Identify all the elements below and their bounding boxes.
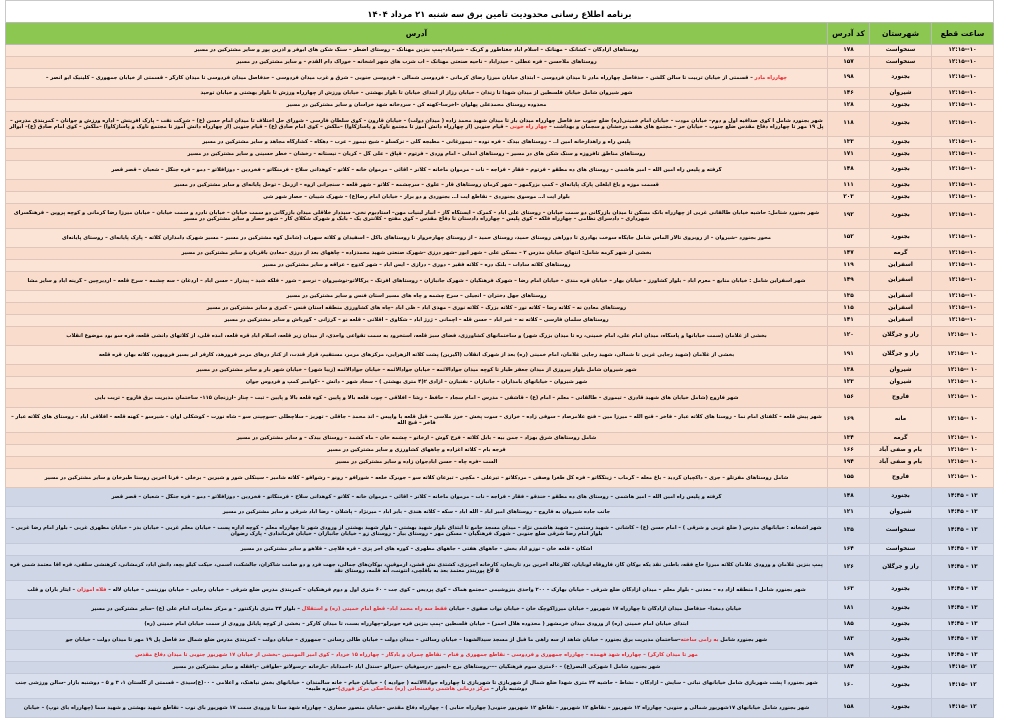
- cell-address: شهر بجنورد شتامل: حاشیه خیابان طالقانی غربی از چهارراه بانک مسکن تا میدان بازرگانی دو سمت خیابان – روستای علی آباد – کمرک – ایستگاه گاز – انبار لبنیات مهن– استادبوم نخی– سیددار خلاقلی میدان بازرگانی دو سمت خیابان – خیابان نادرد و سمت خیابان – خیابان میرزا رضا کرمانی و کوچه پروین – فرهنگسرای شهرداری – دادسرای نظامی – چهارراه فلکه – کوی پلیس – چهارراه دادستان تا دفاع مقدس – کوی مفتح – کلانتری یک – بابک و شهرک شکلای کار – شهر حصار و سایر مشترکین در مسیر: [5, 204, 827, 229]
- cell-address-code: ۱۶۴: [828, 544, 870, 556]
- cell-address-code: ۱۶۳: [828, 581, 870, 600]
- cell-outage-time: ۱۳ – ۱۴:۴۵: [932, 507, 994, 519]
- cell-address-code: ۱۶۹: [828, 408, 870, 433]
- cell-outage-time: ۱۰--۱۲:۱۵: [932, 69, 994, 88]
- cell-address: جانب جاده شیروان به فاروج – روستاهای امیر آباد – الله آباد – سکه – کلاته هندی – بابر آباد – میرنژاد – پاشلان – رضا آباد شرقی و سایر مشترکین در مسیر: [5, 507, 827, 519]
- table-row[interactable]: [5, 248, 993, 260]
- cell-address: شهر شیروان شامل خیابان فلسطین از میدان شهدا تا زندان – خیابان رزاز از ابتدای خیابان تا بلوار بهشتی – خیابان ورزش از چهارراه ورزش تا بلوار بهشتی و خیابان توحید: [5, 88, 827, 100]
- address-text-part: شهر بجنورد شامل: [718, 636, 768, 643]
- cell-county: راز و جرگلان: [870, 346, 932, 365]
- table-row[interactable]: [5, 229, 993, 248]
- cell-county: اسفراین: [870, 291, 932, 303]
- cell-county: اسفراین: [870, 303, 932, 315]
- cell-address-code: ۱۸۳: [828, 631, 870, 650]
- cell-county: بجنورد: [870, 180, 932, 192]
- table-row[interactable]: [5, 619, 993, 631]
- cell-county: بجنورد: [870, 192, 932, 204]
- cell-address: [5, 69, 827, 88]
- address-text-part: – ایثار باران و قلب: [27, 586, 77, 593]
- cell-address-code: ۱۲۸: [828, 100, 870, 112]
- cell-address-code: ۱۲۶: [828, 556, 870, 581]
- address-text-part: –ساختمان مدیریت برق بجنورد – خیابان شاهد از سه راهی ما فبل از مسجد سیدالشهدا – خیابان رسالتی – میدان دولت – خیابان طالی رسانی – جمهوری – خیابان دولت – کمربندی مدرس ضلع شمال حد فاصل پل ۱۹ مهر تا میدان دولت – خیابان جو: [65, 636, 681, 643]
- cell-county: بجنورد: [870, 488, 932, 507]
- cell-outage-time: ۱۲ –۱۴:۱۵: [932, 674, 994, 699]
- table-row[interactable]: [5, 433, 993, 445]
- cell-address: روستاهای جهل دختران – انجیلی – سرخ چشمه و چاه های مسیر استان فنس و سایر مشترکین در مسیر: [5, 291, 827, 303]
- cell-address: قسمت موزه و باغ ابلغلی پارک پایانه‌ای – کمپ بزرگمهر – شهر کرمان روستاهای قار – علوی – سرچشمه – کلاتو – شهر قلعه – سنجرانی ازوه – ازرمل – توحل پایانه‌ای و سایر مشترکین در مسیر: [5, 180, 827, 192]
- cell-address: روستاهای ملاحسن – فره عطلی – حیدرآباد – ناحیه صنعتی مهنانک – آب شرب های شهر آشخانه – خوراک دام القدم – و سایر مشترکین در مسیر: [5, 57, 827, 69]
- outage-schedule-table: [5, 0, 994, 718]
- cell-address-code: ۱۵۵: [828, 469, 870, 488]
- cell-address: [5, 581, 827, 600]
- cell-address-code: ۱۳۴: [828, 433, 870, 445]
- cell-address-code: ۱۵۷: [828, 57, 870, 69]
- cell-address: فرجه بام – کلاته آغزاده و چاههای کشاورزی و سایر مشترکین در مسیر: [5, 445, 827, 457]
- cell-outage-time: ۱۰ --۱۲:۱۵: [932, 445, 994, 457]
- cell-county: بجنورد: [870, 69, 932, 88]
- cell-address-code: ۲۰۳: [828, 192, 870, 204]
- cell-address: شهر بجنورد شامل ا شهرکی البصر(ع) – ۶۰متری سوم فرهنگیان –––روستاهای برج –ابجور –درسوفیان –حیزالو –سندل آباد –احمدآباد –بازخانه –رسولانو –طوافی –پافقله و سایر مشترکین در مسیر: [5, 662, 827, 674]
- table-row[interactable]: [5, 650, 993, 662]
- cell-address: شهر اسفراین شامل : خیابان منابع – معرم آباد – بلوار کشاورز – خیابان بهار – خیابان قره مندی – خیابان امام رضا – شهرک فرهنگیان – شهرک جانبازان – روستاهای افرنگ – یرگالاتو-نوشیروان – نرسو – شور – فلکه شید – پیدراز – حسن آباد – اردغان – سه چشمه – سرخ قلعه – اردیرچین – گرینه آباد و سایر مشا: [5, 272, 827, 291]
- document-title: برنامه اطلاع رسانی محدودیت تامین برق سه شنبه ۲۱ مرداد ۱۴۰۴: [367, 9, 632, 19]
- address-highlight-text: چهار راه خونی: [509, 124, 548, 130]
- column-header-city[interactable]: شهرستان: [870, 23, 932, 45]
- cell-address: [5, 650, 827, 662]
- table-row[interactable]: [5, 346, 993, 365]
- cell-outage-time: ۱۰--۱۲:۱۵: [932, 45, 994, 57]
- address-highlight-text: فقط سه راه محمد آباد– قطع امام خمینی (ره) و استقلال: [301, 605, 448, 612]
- cell-address-code: ۱۲۰: [828, 327, 870, 346]
- table-row[interactable]: [5, 507, 993, 519]
- cell-county: بجنورد: [870, 100, 932, 112]
- table-row[interactable]: [5, 137, 993, 149]
- table-row[interactable]: [5, 303, 993, 315]
- cell-address: روستاهای سلمان فارسی – کلاته نه – غیر آباد – حسن قله – آچمانی – ژرژ آباد – شکاوی – آقلاتی – قلعه نو – گرزانی – گورباش و سایر مشترکین در مسیر: [5, 315, 827, 327]
- cell-address: بخشی از شهر گرمه شامل: انتهای خیابان مدرس ۲ – مسکن علی – شهر ابور –شهر درزی –شهرک صنعتی شهید محمدزاده – چاههای بعد از درزی –معادن باقربان و سایر مشترکین در مسیر: [5, 248, 827, 260]
- cell-address: بخشی از غلامان (شهید رجایی غربی تا شمالی، شهید رجایی غلامان، امام خمینی (ره) بعد از شهرک انقلاب (اگیرین) پشت کلاته الزهرایی، مرکزهای مرمر، مستقیم، قرار قندت، از کنار درهای مرمر فرورهد، کارفر ابر بسیر فروبهرد، کلاته بهار، قره قلعه: [5, 346, 827, 365]
- cell-address-code: ۱۳۵: [828, 519, 870, 544]
- cell-outage-time: ۱۰ --۱۲:۱۵: [932, 433, 994, 445]
- column-header-address[interactable]: آدرس: [5, 23, 827, 45]
- cell-address-code: ۱۸۹: [828, 650, 870, 662]
- cell-address-code: ۱۹۱: [828, 346, 870, 365]
- cell-address: [5, 600, 827, 619]
- table-row[interactable]: [5, 57, 993, 69]
- cell-outage-time: ۱۰ --۱۲:۱۵: [932, 377, 994, 389]
- cell-county: سنخواست: [870, 544, 932, 556]
- cell-outage-time: ۱۰--۱۲:۱۵: [932, 272, 994, 291]
- cell-address-code: ۱۴۷: [828, 248, 870, 260]
- table-row[interactable]: [5, 469, 993, 488]
- table-row[interactable]: [5, 457, 993, 469]
- cell-address: محدوده روستای محمدعلی پهلوان –اخرسا–کهنه کن – سردخانه شهد خراسان و سایر مشترکین در مسیر: [5, 100, 827, 112]
- cell-outage-time: ۱۳ – ۱۴:۴۵: [932, 581, 994, 600]
- cell-outage-time: ۱۰ --۱۲:۱۵: [932, 469, 994, 488]
- cell-outage-time: ۱۰ --۱۲:۱۵: [932, 457, 994, 469]
- table-row[interactable]: [5, 315, 993, 327]
- cell-address-code: ۱۵۲: [828, 229, 870, 248]
- cell-county: بجنورد: [870, 662, 932, 674]
- cell-county: بجنورد: [870, 581, 932, 600]
- table-row[interactable]: [5, 600, 993, 619]
- cell-address: بخشی از غلامان (سمت خیابانها و پاسگاه، میدان امام علی، امام خمینی، ره تا میدان بزرگ شهر) و ساختمانهای کشاورزی، فضای سبز قلعه، استخرود به سمت تقواعی واحدی، از میدان زیر قلعه، اسلام آباد قره قلعه، آمده قلی، از کلاتهای دانشی قلعه، قره سو بود موضوع انقلاب: [5, 327, 827, 346]
- cell-outage-time: ۱۲ –۱۴:۱۵: [932, 662, 994, 674]
- address-highlight-text: فلاه آموزان: [76, 586, 107, 593]
- cell-county: بجنورد: [870, 229, 932, 248]
- cell-outage-time: ۱۰--۱۲:۱۵: [932, 248, 994, 260]
- address-text-part: – قسمتی از خیابان تربیت تا سالن گلشن – حدفاصل چهارراه مادر تا میدان فردوسی – ابتدای خیابان میرزا رضای کرمانی – فردوسی شمالی – فردوسی جنوبی – شرق و غرب میدان فردوسی – حدفاصل میدان فردوسی تا میدان کارگر – قسمتی از خیابان جمهوری – کلینیک ابو انصر –: [45, 74, 755, 81]
- table-row[interactable]: [5, 519, 993, 544]
- cell-county: سنخواست: [870, 57, 932, 69]
- table-row[interactable]: [5, 408, 993, 433]
- cell-county: اسفراین: [870, 260, 932, 272]
- cell-address-code: ۱۹۸: [828, 69, 870, 88]
- cell-address-code: ۱۳۵: [828, 291, 870, 303]
- address-text-part: شهر بجنورد شامل ا منطقه آزاد ده – معدنی – بلوار معلم – میدان آزادگان ضلع شرقی – خیابان بهارک – ۲۰۰ واحدی بنزوشیمی –مجتمع هماک – کوی پردیس – کوی جت – ۶۰ متری اول و دوم فرهنگیان – کمربندی مدرس ضلع شرقی – خیابان رجایی – خیابان بوزینمی – خیابان لاله –: [106, 586, 806, 593]
- cell-county: بجنورد: [870, 619, 932, 631]
- cell-outage-time: ۱۰--۱۲:۱۵: [932, 192, 994, 204]
- cell-address: شهر شیروان شامل بلوار پیروزی از میدان جعفر طیار تا کوچه میدان جوادالائمه – خیابان جوادالائمه – خیابان جوادالائمه (زیبا شهر) – خیابان شهر بار و سایر مشترکین در مسیر: [5, 365, 827, 377]
- address-text-part: شهر بجنورد ا پشت شهربازی شامل خیابانهای نباتی – سایش – آزادگان – نشاط – حاشیه ۲۴ متری شهدا ضلع شمال از شهربازی تا شهربازی تا چهارراه جواداالائمه ( جوادیه ) – خیابان خیام – خانه سالمندان – خیابانهای بخش نیاهنک، و اعلامی – ۰۰(ع)سیدی – قسمتی از گلستان ۱، ۳ و ۵ – دوشنبه بازار –سالن ورزشی جنب دوشنبه بازار –: [15, 679, 818, 692]
- cell-address-code: ۱۱۸: [828, 112, 870, 137]
- cell-address: شهر آشخانه : خیابانهای مدرس ( ضلع غربی و شرقی ) – امام حسن (ع) – کاشانی – شهید رستمی – شهید هاشمی نژاد – میدان مسجد جامع تا ابتدای بلوار شهید بهشتی – بلوار شهید بهشتی از ورودی شهر تا چهارراه معلم – کوچه اداره پست – خیابان معلم غربی – خیابان بدر – خیابان مطهری غربی – بلوار امام رضا غربی – بلوار امام رضا شرقی ضلع جنوبی – شهرک فرهنگیان – مسکن مهر – روستای بیار – روستای زو – خیابان جانبازان – خیابان فرماندادی – پارک رضوان: [5, 519, 827, 544]
- cell-outage-time: ۱۳ – ۱۴:۴۵: [932, 600, 994, 619]
- table-row[interactable]: [5, 192, 993, 204]
- table-row[interactable]: [5, 112, 993, 137]
- cell-address-code: ۱۸۱: [828, 600, 870, 619]
- cell-county: راز و جرگلان: [870, 327, 932, 346]
- table-row[interactable]: [5, 272, 993, 291]
- cell-county: شیروان: [870, 88, 932, 100]
- cell-address: شامل روستاهای مفرتلو – جری – داکچیان گردید – باغ معله – گرماب – زینگگاتو – فره کل طغرا وصفی – مردکلاتو – تیرعلی – مکچی – تبرعان کلاته سو – جوبرگ خلعه – شورافو – رونو – رشوافو – کلاته شامیر – سینکلی شور و شیرین – برخلی – فرنا آخرین روستا طبرخان و سایر مشترکین در مسیر: [5, 469, 827, 488]
- cell-address: شهر پیش قلعه – کلفتای امام نما – روستا های کلاته عبار – فاخر – قنج الله – میرزا مین – فنج علامرصاد – سوفی زاده – خرازی – سوت پخش – خرز ملاسی – قیل قلعه با واپیس – آند محمد – جاقلی – تهریز – سلاچطلی –سوچینی سو – شاه نورت – کوشکلی اوان – شیرسو – کهنه قلعه – افلاقی آباد – روستای های کلاته عبار – فاخر – قبچ الله: [5, 408, 827, 433]
- table-row[interactable]: [5, 488, 993, 507]
- cell-address: روستاهای کلاته سادات – بلنک دره – کلاته فقیر – دوری – درازی – ایس آباد – شهر کدوج – عراقه و سایر مشترکین در مسیر: [5, 260, 827, 272]
- cell-address: گرفته و پلیس راه امین الله – امیر هاشمی – روستای های ده مطقو – خندقو – فقار – فراجه – نات – مرموان ماخانه – کلانر – آقائی – مرموان خانه – کلاتو – کوهدانی سلاخ – فرمنگاتو – فخردین – دوزافلاتو – دمو – فره جنگل – شعبان – قصر قصر: [5, 488, 827, 507]
- cell-county: سنخواست: [870, 45, 932, 57]
- cell-address-code: ۱۵۸: [828, 699, 870, 718]
- cell-address-code: ۱۲۱: [828, 507, 870, 519]
- cell-address: محور بجنورد –شیروان – از روبروی تالار الماس شامل جایگاه سوخت بهادری تا دوراهی روستای حمید، روستای حمید – از روستای چهارخروار تا روستاهای باکل – اسفیدان و کلاته سهراب (شامل کوه مشترکین در مسیر – مسیر شهرک دامداران کلاته – پارک پایانه‌ای – روستای پایانه‌ای: [5, 229, 827, 248]
- cell-outage-time: ۱۰--۱۲:۱۵: [932, 88, 994, 100]
- cell-county: بجنورد: [870, 204, 932, 229]
- cell-address: [5, 619, 827, 631]
- cell-outage-time: ۱۳ – ۱۴:۴۵: [932, 488, 994, 507]
- cell-county: بجنورد: [870, 699, 932, 718]
- cell-county: راز و جرگلان: [870, 556, 932, 581]
- cell-outage-time: ۱۰ --۱۲:۱۵: [932, 346, 994, 365]
- table-row[interactable]: [5, 88, 993, 100]
- table-row[interactable]: [5, 180, 993, 192]
- address-highlight-text: مهر تا میدان کارگر) – چهارراه شهد فهمده – چهارراه جمهوری و فردوسی – نقاطع جمهوری و فنام – نقاطع چمران و بادگار – چهارراه ۱۵ خرداد – کوی امیر المومنین –بخشی از خیابان ۱۷ شهریور جنوبی تا میدان دفاع مقدس: [135, 652, 698, 659]
- address-text-part: خیابان دمغدا– حدفاصل میدان آزادگان تا چهارراه ۱۷ شهریور – خیابان میرزاکوچک خان – خیابان نواب صفوی – خیابان: [447, 605, 742, 612]
- cell-address-code: ۱۴۹: [828, 272, 870, 291]
- cell-address: الست –فره چاه – حسن آبادجوان زاده و سایر مشترکین در مسیر: [5, 457, 827, 469]
- cell-county: بجنورد: [870, 137, 932, 149]
- table-row[interactable]: [5, 445, 993, 457]
- cell-outage-time: ۱۰--۱۲:۱۵: [932, 161, 994, 180]
- cell-address-code: ۱۳۸: [828, 365, 870, 377]
- cell-address: [5, 112, 827, 137]
- cell-address-code: ۱۴۱: [828, 315, 870, 327]
- cell-outage-time: ۱۰--۱۲:۱۵: [932, 303, 994, 315]
- cell-address: شهر شیروان – خیابانهای بامداران – جانبازان – نفتیازن – آزادی ۲(۴ متری بهشتی ) – سجاد شهر – دانش – –کوامیر کمپ و فردوس جوان: [5, 377, 827, 389]
- address-text-part: شهر بجنورد شامل ا کوی صدافیه اول و دوم– خیابان مودت – خیابان امام خمینی(ره) ضلع جنوب حد فاصل چهارراه میدان بار تا میدان شهید محمد زاده ( میدان دولت) – خیابان قارون – کوی سلطان فارسی – شورای حل اختلاف تا میدان امام حسن (ع) – شرکت نفت – پارک آفرینش – اداره ورزش و جوانان – کمربندی مدرس –پل ۱۹ مهر تا چهارراه دفاع مقدس ضلع جنوب – خیابان حر – مجتمع های هفت درخشان و سجمان و بهداشت –: [10, 117, 824, 130]
- cell-county: سنخواست: [870, 519, 932, 544]
- cell-county: گرمه: [870, 248, 932, 260]
- cell-address-code: ۱۴۶: [828, 88, 870, 100]
- cell-address: روستاهای مناطق تافروزه و سنگ شکن های در مسیر – روستاهای امدلی – امام وردی – فرتوم – قپاق – علی گل – کربان – نیستانه – رخشان – خطر حسینی و سایر مشترکین در مسیر: [5, 149, 827, 161]
- cell-address-code: ۱۹۲: [828, 204, 870, 229]
- table-row[interactable]: [5, 260, 993, 272]
- cell-outage-time: ۱۳ – ۱۴:۴۵: [932, 619, 994, 631]
- address-highlight-text: به رامی ساخته: [680, 636, 719, 643]
- cell-address: روستاهای معادن نه – کلاته رضا – کلاته نور – کلاته بزرگ – کلاته نوری – مهدی آباد – ظی آباد –چاه های کشاورزی منطقه استان فنس – کبری و سایر مشترکین در مسیر: [5, 303, 827, 315]
- cell-address: شهر فاروج (شامل خیابان های شهید قادری – تیموری – طالقانی – معلم – امام (ع) – قاشقی – مدرس – امام سجاد – حافظ – رشا – افلاقی – چوب قلعه بالا و پایین – کوه قلعه بالا و پایین – تبت – چنار –ارزنجان ۱۱۵– ساختمان مدیریت برق فاروج – تربت بایی: [5, 389, 827, 408]
- address-highlight-text: مرکز درمانی هاشمی رفسنجانی (ره) مخاصکی مرکز فوری): [337, 686, 490, 692]
- cell-address-code: ۱۶۶: [828, 445, 870, 457]
- table-header-row: [5, 23, 993, 45]
- cell-address-code: ۱۲۳: [828, 377, 870, 389]
- cell-address: گرفته و پلیس راه امین الله – امیر هاشمی – روستای های ده مطقو – فرتوم – فقار – فراجه – نات – مرموان ماخانه – کلانر – آقائی – مرموان خانه – کلاتو – کوهدانی سلاخ – فرمنگاتو – فخردین – دوزافلاتو – دمو – فره جنگل – شعبان – قصر قصر: [5, 161, 827, 180]
- cell-county: بجنورد: [870, 149, 932, 161]
- cell-county: شیروان: [870, 377, 932, 389]
- cell-outage-time: ۱۰ --۱۲:۱۵: [932, 327, 994, 346]
- cell-outage-time: ۱۳ – ۱۴:۴۵: [932, 544, 994, 556]
- column-header-code[interactable]: کد آدرس: [828, 23, 870, 45]
- cell-outage-time: ۱۰--۱۲:۱۵: [932, 180, 994, 192]
- cell-address: [5, 631, 827, 650]
- cell-outage-time: ۱۰--۱۲:۱۵: [932, 291, 994, 303]
- cell-address: پلیس راه و راهدارخانه امین ا.. – روستاهای بیدک – فره نوده – نیمورغانی – مطبجه گلی – نرکسلو – شیخ نیمور – عرب – دهکاه – کشارگاه مجاهد و سایر مشترکین در مسیر: [5, 137, 827, 149]
- cell-outage-time: ۱۰--۱۲:۱۵: [932, 229, 994, 248]
- cell-address: [5, 674, 827, 699]
- cell-county: فاروج: [870, 389, 932, 408]
- cell-address-code: ۱۳۳: [828, 137, 870, 149]
- cell-address-code: ۱۵۶: [828, 389, 870, 408]
- cell-outage-time: ۱۲ –۱۴:۱۵: [932, 699, 994, 718]
- table-row[interactable]: [5, 544, 993, 556]
- address-text-part: – قیام جنوبی (از چهارراه دانش آموز تا مجتمع ناوک و پاساژکاوا) –ملکش – کوی امام صادق (ع) – قیام جنوبی (از چهارراه دانش آموز تا مجتمع ناوک و پاساژکاوا) –ملکش – کوی امام صادق (ع)– ابوالر: [9, 124, 510, 130]
- cell-county: بجنورد: [870, 631, 932, 650]
- cell-county: اسفراین: [870, 272, 932, 291]
- cell-address-code: ۱۱۱: [828, 180, 870, 192]
- cell-county: شیروان: [870, 365, 932, 377]
- cell-outage-time: ۱۳ – ۱۴:۴۵: [932, 556, 994, 581]
- cell-outage-time: ۱۰--۱۲:۱۵: [932, 204, 994, 229]
- cell-address: شامل روستاهای شرق بهزاد – جمن بیه – بابل کلاته – فرخ گوش – آرخاتو – چشمه خان – ماه کشمد – روستای بیدک – و سایر مشترکین در مسیر: [5, 433, 827, 445]
- cell-outage-time: ۱۰--۱۲:۱۵: [932, 315, 994, 327]
- document-title-cell: [5, 1, 993, 23]
- table-row[interactable]: [5, 699, 993, 718]
- cell-address: روستاهای آزادگان – کشانک – مهنانک – اسلام آباد جغتاطور و کربک – شیرآباد–پمپ بنزین مهنانک – روستای اضطر – سنگ شکن های ابوفر و آذرین پور و سایر مشترکین در مسیر: [5, 45, 827, 57]
- cell-address-code: ۱۸۴: [828, 662, 870, 674]
- table-row[interactable]: [5, 327, 993, 346]
- address-text-part: –حوزه طبیه–: [305, 686, 338, 692]
- cell-outage-time: ۱۳ – ۱۴:۴۵: [932, 650, 994, 662]
- cell-county: بام و صفی آباد: [870, 457, 932, 469]
- cell-county: بجنورد: [870, 600, 932, 619]
- cell-county: بام و صفی آباد: [870, 445, 932, 457]
- cell-county: بجنورد: [870, 112, 932, 137]
- cell-address-code: ۱۷۱: [828, 149, 870, 161]
- table-row[interactable]: [5, 69, 993, 88]
- cell-address-code: ۱۸۵: [828, 619, 870, 631]
- table-row[interactable]: [5, 581, 993, 600]
- table-row[interactable]: [5, 674, 993, 699]
- cell-outage-time: ۱۰ --۱۲:۱۵: [932, 365, 994, 377]
- cell-county: اسفراین: [870, 315, 932, 327]
- address-text-part: – بلوار ۳۴ متری بارکنتور – و مرکز مخابرات امام علی (ع) –سایر مشترکین در مسیر: [91, 605, 302, 612]
- cell-address-code: ۱۷۸: [828, 45, 870, 57]
- address-text-part: ابتدای خیابان امام خمینی (ره) از ورودی میدان خرمشهر ( محدوده هلال احمر) – خیابان فلسطین –پمپ بنزین فره جوبرلو–چهارراه بست، تا میدان کارگر – بخشی از کوچه پایانل ورودی از سمت خیابان امام خمینی (ره): [144, 621, 689, 628]
- table-row[interactable]: [5, 45, 993, 57]
- cell-outage-time: ۱۰ --۱۲:۱۵: [932, 389, 994, 408]
- table-row[interactable]: [5, 291, 993, 303]
- table-row[interactable]: [5, 662, 993, 674]
- cell-county: بجنورد: [870, 674, 932, 699]
- table-row[interactable]: [5, 149, 993, 161]
- cell-county: فاروج: [870, 469, 932, 488]
- column-header-time[interactable]: ساعت قطع: [932, 23, 994, 45]
- table-row[interactable]: [5, 365, 993, 377]
- table-row[interactable]: [5, 631, 993, 650]
- cell-address: شهر بجنورد شامل خیابانهای ۱۷شهریور شمالی و جنوبی– چهارراه ۱۲ شهریور – نقاطع ۱۲ شهریور – نقاطع ۱۲ شهریور جنوبی( چهارراه حنابی ) – چهارراه دفاع مقدس –خیابان منصور حصاری – چهارراه شهد سنا تا ورودی سمت ۱۷ شهریور بای نوب – نقاطع شهید بهشتی و شهید سما (چهارراه بای نوپ) – خیابان: [5, 699, 827, 718]
- cell-county: مانه: [870, 408, 932, 433]
- cell-outage-time: ۱۰--۱۲:۱۵: [932, 149, 994, 161]
- cell-address: پمپ بنزین غلامان و ورودی غلامان کلاته مبرزا حاج فقه، باطنی نقد یکه بوکان گاز، فاروقاه لوبایان، کلارغاله آخرین برد تاریخان، کارخانه آجرپزی، کشتدی نش قشن، آرموقین، بوکان‌های جمالی، جهت فرد و دو صامت شاکران، جالشکت، اسمی، حیکت کیلو بچه، دانش آباد، کرمشانی، کرهنشی سلفی، فره آقا معتمد شمی فره ۵ لاغ پوربندر معتمد بعد به باقلچی، انتونت، آنه قلمه، روستای نقد: [5, 556, 827, 581]
- cell-address-code: ۱۴۸: [828, 488, 870, 507]
- cell-county: شیروان: [870, 507, 932, 519]
- cell-address-code: ۱۶۰: [828, 674, 870, 699]
- cell-county: بجنورد: [870, 161, 932, 180]
- cell-address-code: ۱۱۵: [828, 303, 870, 315]
- cell-outage-time: ۱۰--۱۲:۱۵: [932, 260, 994, 272]
- table-row[interactable]: [5, 389, 993, 408]
- table-row[interactable]: [5, 161, 993, 180]
- cell-address-code: ۱۹۴: [828, 457, 870, 469]
- cell-outage-time: ۱۰--۱۲:۱۵: [932, 57, 994, 69]
- cell-address-code: ۱۴۸: [828, 161, 870, 180]
- table-row[interactable]: [5, 204, 993, 229]
- address-highlight-text: چهارراه مادر: [754, 74, 788, 81]
- table-row[interactable]: [5, 100, 993, 112]
- cell-outage-time: ۱۰--۱۲:۱۵: [932, 112, 994, 137]
- table-row[interactable]: [5, 377, 993, 389]
- cell-outage-time: ۱۳ – ۱۴:۴۵: [932, 519, 994, 544]
- cell-outage-time: ۱۳ – ۱۴:۴۵: [932, 631, 994, 650]
- cell-outage-time: ۱۰--۱۲:۱۵: [932, 137, 994, 149]
- cell-outage-time: ۱۰ --۱۲:۱۵: [932, 408, 994, 433]
- cell-address: بلوار آیت ا… موسوی بجنوردی – نقاطع آیت ا… بجنوردی و دو برار – خیابان امام رضا(ع) – شهرک شیبان – حصار شهر شی: [5, 192, 827, 204]
- document-title-row: [5, 1, 993, 23]
- cell-address: اشکان – قلعه خان – نوزو آباد بخش – جاههای هفتی – جاههای مطهری – کوره های آجر پزی – قره فلاچی – فلاهو و سایر مشترکین در مسیر: [5, 544, 827, 556]
- cell-county: بجنورد: [870, 650, 932, 662]
- cell-address-code: ۱۱۹: [828, 260, 870, 272]
- cell-outage-time: ۱۰--۱۲:۱۵: [932, 100, 994, 112]
- table-row[interactable]: [5, 556, 993, 581]
- cell-county: گرمه: [870, 433, 932, 445]
